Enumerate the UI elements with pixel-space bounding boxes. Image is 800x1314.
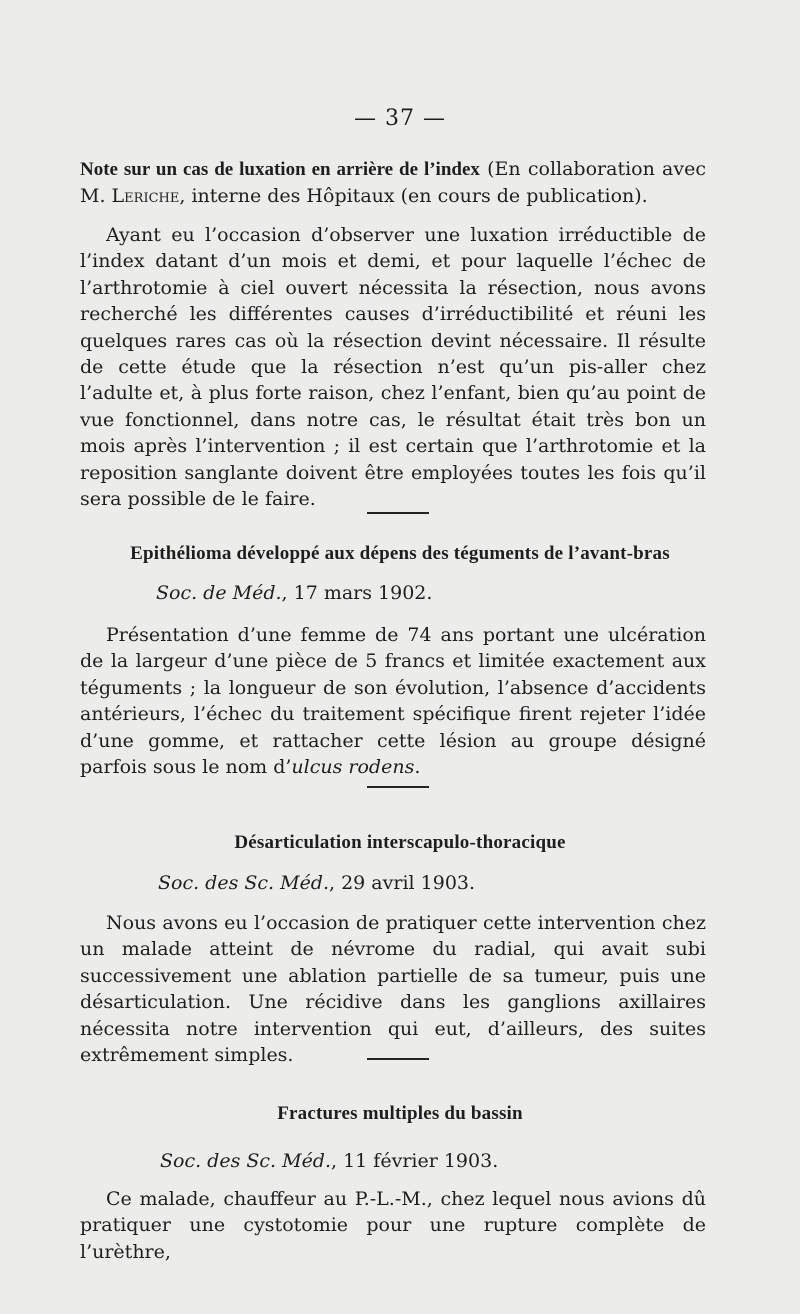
section-2-society: Soc. de Méd.: [156, 582, 282, 604]
section-4-date: , 11 février 1903.: [331, 1150, 499, 1172]
page-number: — 37 —: [354, 106, 446, 131]
section-4-body: Ce malade, chauffeur au P.-L.-M., chez lequel nous avions dû pratiquer une cystotomie pour une rupture complète de l’urèthre,: [80, 1188, 706, 1263]
section-1-title-tail: , interne des Hôpitaux (en cours de publication).: [179, 185, 648, 208]
section-2-body-text: Présentation d’une femme de 74 ans portant une ulcération de la largeur d’une pièce de 5 francs et limitée exactement aux téguments ; la longueur de son évolution, l’absence d’accidents antérieurs, l’échec du traitement spécifique firent rejeter l’idée d’une gomme, et rattacher cette lésion au groupe désigné parfois sous le nom d’: [80, 624, 706, 779]
section-3-title: Désarticulation interscapulo-thoracique: [234, 832, 566, 853]
section-1-title-bold: Note sur un cas de luxation en arrière de l’index: [80, 159, 480, 180]
section-3-body: Nous avons eu l’occasion de pratiquer cette intervention chez un malade atteint de névrome du radial, qui avait subi successivement une ablation partielle de sa tumeur, puis une désarticulation. Une récidive dans les ganglions axillaires nécessita notre intervention qui eut, d’ailleurs, des suites extrêmement simples.: [80, 912, 706, 1067]
section-2-title: Epithélioma développé aux dépens des téguments de l’avant-bras: [130, 543, 670, 564]
section-divider: [367, 1058, 429, 1060]
section-3-reference: [158, 872, 475, 894]
section-1-collaborator: Leriche: [111, 185, 180, 208]
section-4-title: Fractures multiples du bassin: [277, 1103, 523, 1124]
section-divider: [367, 786, 429, 788]
section-2-body-end: .: [414, 756, 421, 779]
section-2-reference: [156, 582, 432, 604]
section-1-body: Ayant eu l’occasion d’observer une luxation irréductible de l’index datant d’un mois et demi, et pour laquelle l’échec de l’arthrotomie à ciel ouvert nécessita la résection, nous avons recherché les différentes causes d’irréductibilité et réuni les quelques rares cas où la résection devint nécessaire. Il résulte de cette étude que la résection n’est qu’un pis-aller chez l’adulte et, à plus forte raison, chez l’enfant, bien qu’au point de vue fonctionnel, dans notre cas, le résultat était très bon un mois après l’intervention ; il est certain que l’arthrotomie et la reposition sanglante doivent être employées toutes les fois qu’il sera possible de le faire.: [80, 224, 706, 511]
section-divider: [367, 512, 429, 514]
section-1-title: [80, 156, 706, 210]
section-1-title-rest: (En collaboration avec M.: [80, 158, 706, 208]
section-3-society: Soc. des Sc. Méd.: [158, 872, 330, 894]
section-2-body-italic: ulcus rodens: [291, 756, 415, 779]
section-2-date: , 17 mars 1902.: [281, 582, 433, 604]
section-2-body: [80, 622, 706, 780]
section-4-society: Soc. des Sc. Méd.: [160, 1150, 332, 1172]
section-4-reference: [160, 1150, 498, 1172]
section-3-date: , 29 avril 1903.: [329, 872, 476, 894]
